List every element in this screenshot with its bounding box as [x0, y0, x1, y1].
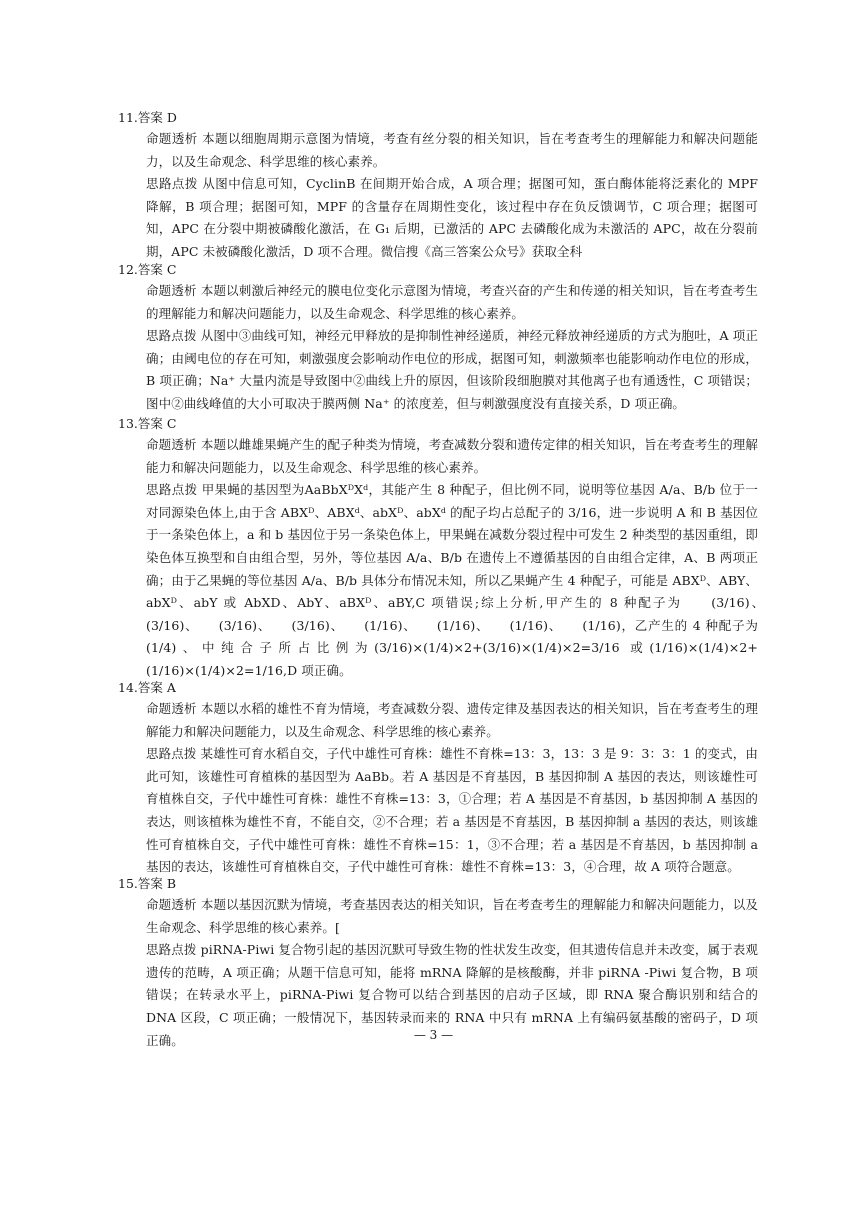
intent-paragraph: [118, 434, 758, 479]
intent-paragraph: [118, 280, 758, 325]
intent-paragraph: [118, 894, 758, 939]
answer-line: 12.答案 C: [118, 262, 177, 277]
page-number: — 3 —: [413, 1028, 454, 1042]
answer-line: 15.答案 B: [118, 876, 177, 891]
intent-label: 命题透析: [146, 437, 197, 452]
intent-text: 本题以水稻的雄性不育为情境，考查减数分裂、遗传定律及基因表达的相关知识，旨在考查考生的理解能力和解决问题能力，以及生命观念、科学思维的核心素养。: [146, 701, 758, 739]
question-14: [118, 678, 758, 879]
intent-text: 本题以细胞周期示意图为情境，考查有丝分裂的相关知识，旨在考查考生的理解能力和解决问题能力，以及生命观念、科学思维的核心素养。: [146, 131, 759, 169]
intent-text: 本题以刺激后神经元的膜电位变化示意图为情境，考查兴奋的产生和传递的相关知识，旨在考查考生的理解能力和解决问题能力，以及生命观念、科学思维的核心素养。: [146, 283, 758, 321]
hint-label: 思路点拨: [146, 176, 198, 192]
hint-paragraph: [118, 325, 758, 415]
intent-text: 本题以雌雄果蝇产生的配子种类为情境，考查减数分裂和遗传定律的相关知识，旨在考查考生的理解能力和解决问题能力，以及生命观念、科学思维的核心素养。: [146, 437, 758, 475]
intent-label: 命题透析: [146, 701, 197, 716]
intent-paragraph: [118, 698, 758, 743]
intent-text: 本题以基因沉默为情境，考查基因表达的相关知识，旨在考查考生的理解能力和解决问题能力，以及生命观念、科学思维的核心素养。[: [146, 897, 758, 935]
question-13: [118, 414, 784, 683]
answer-line: 11.答案 D: [118, 110, 177, 125]
question-15: [118, 874, 758, 1052]
hint-text: piRNA-Piwi 复合物引起的基因沉默可导致生物的性状发生改变，但其遗传信息并未改变，属于表观遗传的范畴，A 项正确；从题干信息可知，能将 mRNA 降解的是核酸酶，并非 piRNA -Piwi 复合物，B 项错误；在转录水平上，piRNA-Piwi 复合物可以结合到基因的启动子区域，即 RNA 聚合酶识别和结合的 DNA 区段，C 项正确；一般情况下，基因转录而来的 RNA 中只有 mRNA 上有编码氨基酸的密码子，D 项正确。: [146, 942, 759, 1048]
hint-label: 思路点拨: [146, 482, 198, 498]
intent-paragraph: [118, 128, 758, 173]
question-12: [118, 260, 758, 416]
hint-text: 甲果蝇的基因型为AaBbXᴰXᵈ，其能产生 8 种配子，但比例不同，说明等位基因 A/a、B/b 位于一对同源染色体上,由于含 ABXᴰ、ABXᵈ、abXᴰ、abXᵈ 的配子均占总配子的 3/16，进一步说明 A 和 B 基因位于一条染色体上，a 和 b 基因位于另一条染色体上，甲果蝇在减数分裂过程中可发生 2 种类型的基因重组，即染色体互换型和自由组合型，另外，等位基因 A/a、B/b 在遗传上不遵循基因的自由组合定律，A、B 两项正确；由于乙果蝇的等位基因 A/a、B/b 具体分布情况未知，所以乙果蝇产生 4 种配子，可能是 ABXᴰ、ABY、abXᴰ、abY 或 AbXD、AbY、aBXᴰ、aBY,C 项错误;综上分析,甲产生的 8 种配子为 (3/16)、 (3/16)、 (3/16)、 (3/16)、 (1/16)、 (1/16)、 (1/16)、 (1/16)，乙产生的 4 种配子为 (1/4)、中纯合子所占比例为(3/16)×(1/4)×2+(3/16)×(1/4)×2=3/16 或(1/16)×(1/4)×2+(1/16)×(1/4)×2=1/16,D 项正确。: [146, 482, 784, 678]
intent-label: 命题透析: [146, 131, 198, 146]
hint-text: 某雄性可育水稻自交，子代中雄性可育株：雄性不育株=13：3，13：3 是 9：3：3：1 的变式，由此可知，该雄性可育植株的基因型为 AaBb。若 A 基因是不育基因，B 基因抑制 A 基因的表达，则该雄性可育植株自交，子代中雄性可育株：雄性不育株=13：3，①合理；若 A 基因是不育基因，b 基因抑制 A 基因的表达，则该植株为雄性不育，不能自交，②不合理；若 a 基因是不育基因，B 基因抑制 a 基因的表达，则该雄性可育植株自交，子代中雄性可育株：雄性不育株=15：1，③不合理；若 a 基因是不育基因，b 基因抑制 a 基因的表达，该雄性可育植株自交，子代中雄性可育株：雄性不育株=13：3，④合理，故 A 项符合题意。: [146, 746, 758, 875]
intent-label: 命题透析: [146, 283, 197, 298]
hint-text: 从图中信息可知，CyclinB 在间期开始合成，A 项合理；据图可知，蛋白酶体能将泛素化的 MPF 降解，B 项合理；据图可知，MPF 的含量存在周期性变化，该过程中存在负反馈调节，C 项合理；据图可知，APC 在分裂中期被磷酸化激活，在 G₁ 后期，已激活的 APC 去磷酸化成为未激活的 APC，故在分裂前期，APC 未被磷酸化激活，D 项不合理。微信搜《高三答案公众号》获取全科: [146, 176, 759, 259]
answer-line: 13.答案 C: [118, 416, 177, 431]
intent-label: 命题透析: [146, 897, 197, 912]
hint-label: 思路点拨: [146, 328, 197, 344]
hint-label: 思路点拨: [146, 746, 197, 762]
hint-paragraph: [118, 173, 758, 263]
answer-line: 14.答案 A: [118, 680, 176, 695]
hint-paragraph: [118, 743, 758, 879]
hint-paragraph: [118, 479, 784, 682]
hint-label: 思路点拨: [146, 942, 197, 958]
question-11: [118, 108, 758, 264]
hint-text: 从图中③曲线可知，神经元甲释放的是抑制性神经递质，神经元释放神经递质的方式为胞吐，A 项正确；由阈电位的存在可知，刺激强度会影响动作电位的形成，据图可知，刺激频率也能影响动作电位的形成，B 项正确；Na⁺ 大量内流是导致图中②曲线上升的原因，但该阶段细胞膜对其他离子也有通透性，C 项错误；图中②曲线峰值的大小可取决于膜两侧 Na⁺ 的浓度差，但与刺激强度没有直接关系，D 项正确。: [146, 328, 758, 411]
